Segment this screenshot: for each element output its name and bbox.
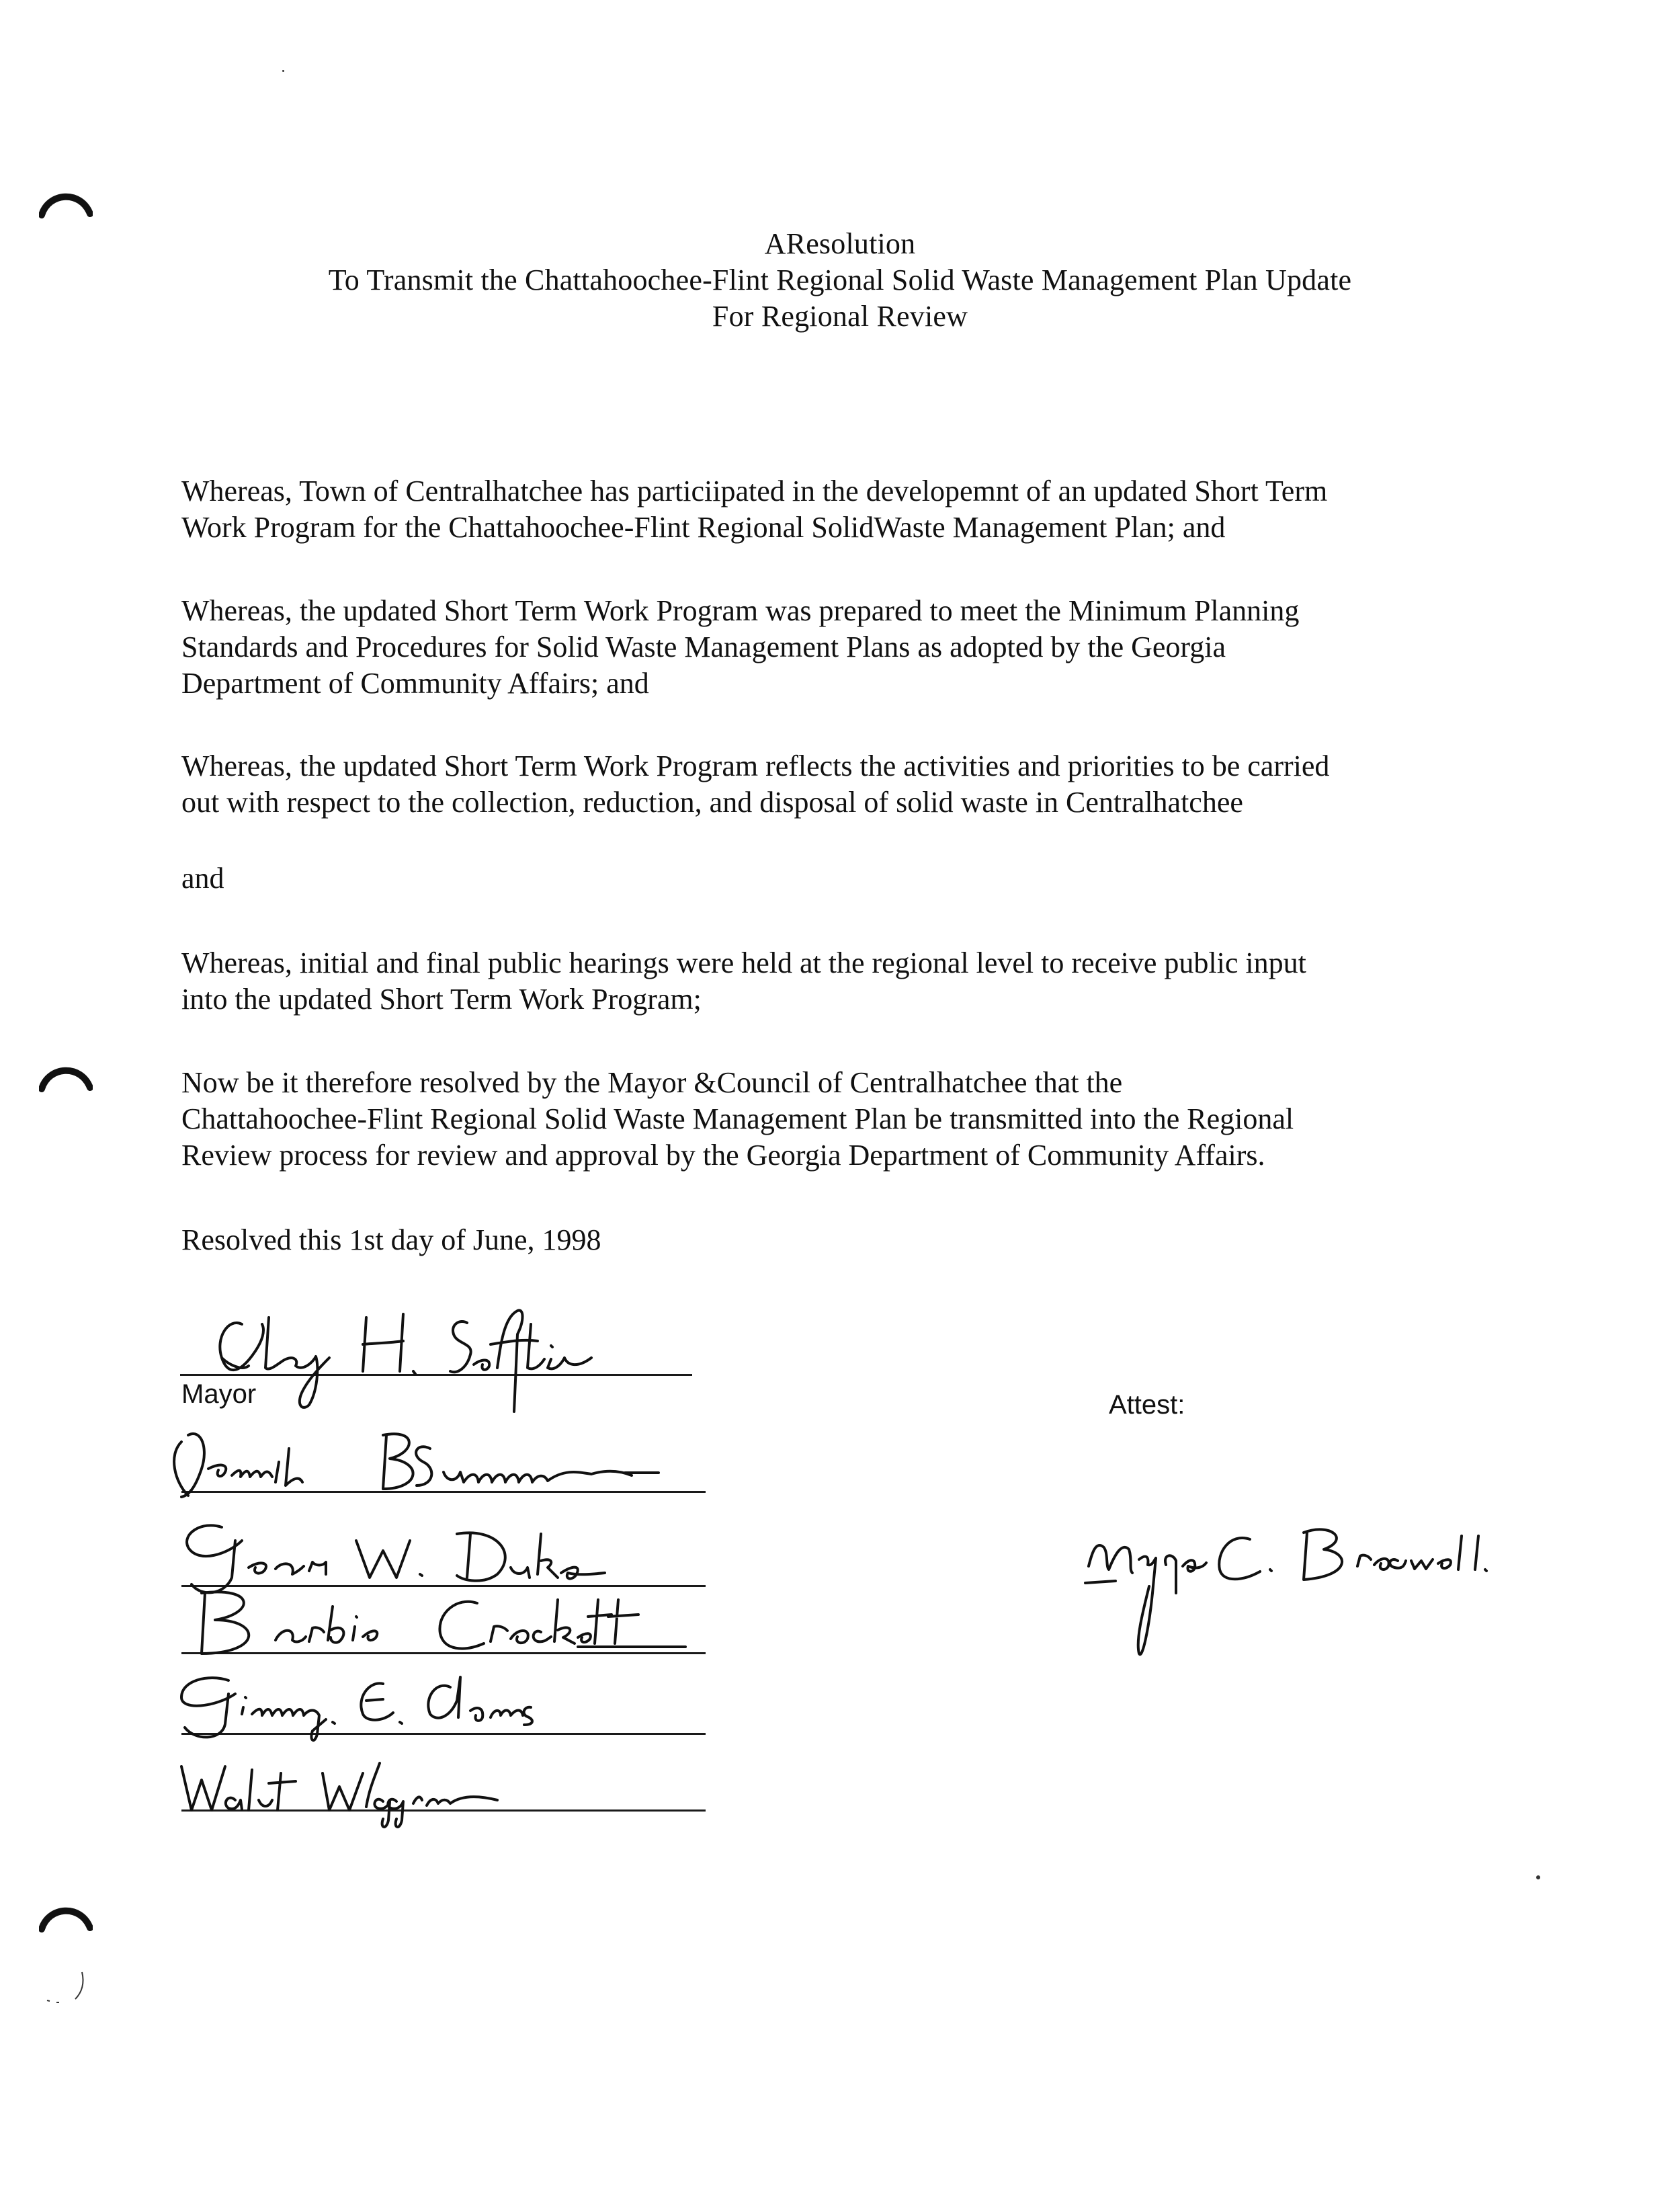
attest-label: Attest: — [1109, 1390, 1185, 1420]
mayor-label: Mayor — [181, 1379, 257, 1409]
resolution-title: AResolution — [764, 227, 916, 260]
scan-speck — [282, 70, 284, 72]
binder-punch-mark — [39, 1062, 93, 1094]
attest-signature — [1075, 1506, 1546, 1667]
resolved-date: Resolved this 1st day of June, 1998 — [181, 1223, 601, 1256]
council-signature-wiggins — [161, 1746, 766, 1834]
resolution-subtitle-2: For Regional Review — [712, 300, 968, 333]
scan-speck — [1536, 1875, 1540, 1879]
resolution-subtitle: To Transmit the Chattahoochee-Flint Regional Solid Waste Management Plan Update — [328, 263, 1352, 296]
mayor-signature — [202, 1304, 672, 1412]
council-signature-summerlin — [161, 1422, 820, 1509]
council-signature-crockett — [175, 1580, 780, 1667]
whereas-paragraph-1: Whereas, Town of Centralhatchee has particiipated in the developemnt of an updated Short Term Work Program for the Chattahoochee-Flint Regional SolidWaste Management Plan; and — [181, 475, 1328, 544]
whereas-paragraph-4: Whereas, initial and final public hearings were held at the regional level to receive public input into the updated Short Term Work Program; — [181, 946, 1306, 1016]
resolution-paragraph: Now be it therefore resolved by the Mayor &Council of Centralhatchee that the Chattahoochee-Flint Regional Solid Waste Management Plan be transmitted into the Regional Review process for review and approval by the Georgia Department of Community Affairs. — [181, 1066, 1294, 1172]
resolution-header — [0, 226, 1680, 335]
whereas-paragraph-3: Whereas, the updated Short Term Work Program reflects the activities and priorities to be carried out with respect to the collection, reduction, and disposal of solid waste in Centralhatchee — [181, 749, 1330, 819]
and-line: and — [181, 862, 224, 895]
scan-speck-marks — [40, 1969, 94, 2010]
council-signature-adams — [161, 1660, 766, 1748]
binder-punch-mark — [39, 188, 93, 220]
whereas-paragraph-2: Whereas, the updated Short Term Work Program was prepared to meet the Minimum Planning Standards and Procedures for Solid Waste Management Plans as adopted by the Georgia Department of Community Affairs; and — [181, 594, 1300, 700]
binder-punch-mark — [39, 1902, 93, 1935]
